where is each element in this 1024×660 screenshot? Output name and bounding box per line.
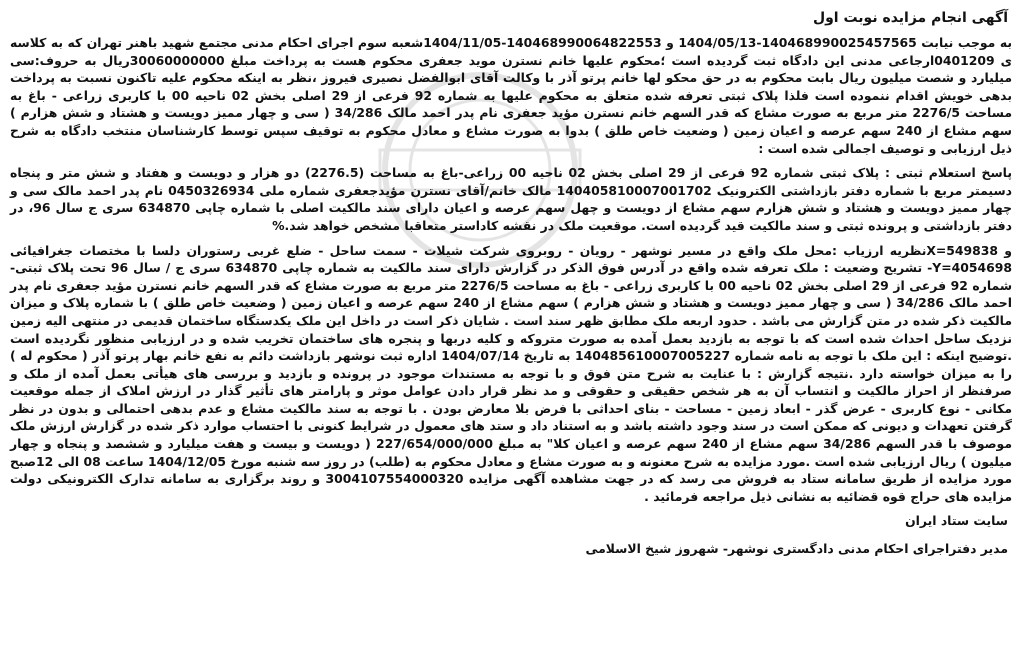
- site-label: سایت ستاد ایران: [905, 513, 1008, 529]
- notice-title: آگهی انجام مزایده نوبت اول: [812, 10, 1008, 26]
- signature-line: مدیر دفتراجرای احکام مدنی دادگستری نوشهر- شهروز شیخ الاسلامی: [585, 541, 1008, 557]
- notice-paragraph-intro: به موجب نیابت 140468990025457565-1404/05/13 و 140468990064822553-1404/11/05شعبه سوم اجرای احکام مدنی مجتمع شهید باهنر تهران که به کلاسه ی 0401209ارجاعی مدنی این دادگاه ثبت گردیده است ؛محکوم علیها خانم نسترن موید جعفری محکوم هست به پرداخت مبلغ 30060000000ریال به حروف:سی میلیارد و شصت میلیون ریال بابت محکوم به در حق محکو لها خانم پرتو آذر با وکالت آقای ابوالفضل نصیری فیروز ،نظر به اینکه محکوم علیه تاکنون نسبت به پرداخت بدهی خویش اقدام ننموده است فلذا پلاک ثبتی تعرفه شده متعلق به محکوم علیها به شماره 92 فرعی از 29 اصلی بخش 02 ناحیه 00 با کاربری زراعی - باغ به مساحت 2276/5 متر مربع به صورت مشاع که قدر السهم خانم نسترن مؤید جعفری نام پدر احمد مالک 34/286 ( سی و چهار ممیز دویست و هشتاد و شش هزارم ) سهم مشاع از 240 سهم عرصه و اعیان زمین ( وضعیت خاص طلق ) بدوا به صورت مشاع و معادل محکوم به توقیف سپس توسط کارشناسان منتخب دادگاه به شرح ذیل ارزیابی و توصیف اجمالی شده است :: [10, 35, 1012, 156]
- notice-paragraph-appraisal: و X=549838نظریه ارزیاب :محل ملک واقع در مسیر نوشهر - رویان - روبروی شرکت شیلات - سمت ساحل - ضلع غربی رستوران دلسا با مختصات جغرافیائی Y=4054698- تشریح وضعیت : ملک تعرفه شده واقع در آدرس فوق الذکر در گزارش دارای سند مالکیت به شماره چاپی 634870 سری ج / سال 96 تحت پلاک ثبتی- شماره 92 فرعی از 29 اصلی بخش 02 ناحیه 00 با کاربری زراعی - باغ به مساحت 2276/5 متر مربع به صورت مشاع که قدر السهم خانم نسترن مؤید جعفری نام پدر احمد مالک 34/286 ( سی و چهار ممیز دویست و هشتاد و شش هزارم ) سهم مشاع از 240 سهم عرصه و اعیان زمین ( وضعیت خاص طلق ) با شماره پلاک و میزان مالکیت ذکر شده در متن گزارش می باشد . حدود اربعه ملک مطابق ظهر سند است . شایان ذکر است در داخل این ملک یکدستگاه ساختمان قدیمی در منتهی الیه زمین نزدیک ساحل احداث شده است که با توجه به بازدید بعمل آمده به صورت متروکه و کلیه دربها و پنجره های ساختمان تخریب شده و در ارزیابی منظور نگردیده است .توضیح اینکه : این ملک با توجه به نامه شماره 140485610007005227 به تاریخ 1404/07/14 اداره ثبت نوشهر بازداشت دائم به نفع خانم بهار پرتو آذر ( محکوم له ) را به میزان خواسته دارد .نتیجه گزارش : با عنایت به شرح متن فوق و با توجه به مستندات موجود در پرونده و بازدید و بررسی های هیأتی بعمل آمده از ملک و صرفنظر از احراز مالکیت و انتساب آن به هر شخص حقیقی و حقوقی و مد نظر قرار دادن عوامل موثر و پارامتر های تأثیر گذار در ارزش املاک از جمله موقعیت مکانی - نوع کاربری - عرض گذر - ابعاد زمین - مساحت - بنای احداثی با فرض بلا معارض بودن . با توجه به سند مالکیت مشاع و عدم بدهی احتمالی و بدون در نظر گرفتن تعهدات و دیونی که ممکن است در سند وجود داشته باشد و به استناد داد و ستد های معمول در شرایط کنونی با احتساب موارد ذکر شده در گزارش ارزش ملک موصوف با قدر السهم 34/286 سهم مشاع از 240 سهم عرصه و اعیان کلا" به مبلغ 227/654/000/000 ( دویست و بیست و هفت میلیارد و ششصد و پنجاه و چهار میلیون ) ریال ارزیابی شده است .مورد مزایده به شرح معنونه و به صورت مشاع و معادل محکوم به (طلب) در روز سه شنبه مورخ 1404/12/05 ساعت 08 الی 12صبح مورد مزایده از طریق سامانه ستاد به فروش می رسد که در جهت مشاهده آگهی مزایده 3004107554000320 و روند برگزاری به سامانه تدارک الکترونیکی دولت مزایده های حراج قوه قضائیه به نشانی ذیل مراجعه فرمائید .: [10, 242, 1013, 504]
- notice-paragraph-registry-reply: پاسخ استعلام ثبتی : پلاک ثبتی شماره 92 فرعی از 29 اصلی بخش 02 ناحیه 00 زراعی-باغ به مساحت (2276.5) دو هزار و دویست و هفتاد و شش متر و پنجاه دسیمتر مربع با شماره دفتر بازداشتی الکترونیک 140405810007001702 مالک خانم/آقای نسترن مؤیدجعفری شماره ملی 0450326934 نام پدر احمد مالک سی و چهار ممیز دویست و هشتاد و شش هزارم سهم مشاع از دویست و چهل سهم عرصه و اعیان دارای سند مالکیت اصلی با شماره چاپی 634870 سری ج سال 96، در دفتر بازداشتی و پرونده ثبتی و سند مالکیت قید گردیده است. موقعیت ملک در نقشه کاداستر متعاقبا مشخص خواهد شد.%: [10, 165, 1013, 233]
